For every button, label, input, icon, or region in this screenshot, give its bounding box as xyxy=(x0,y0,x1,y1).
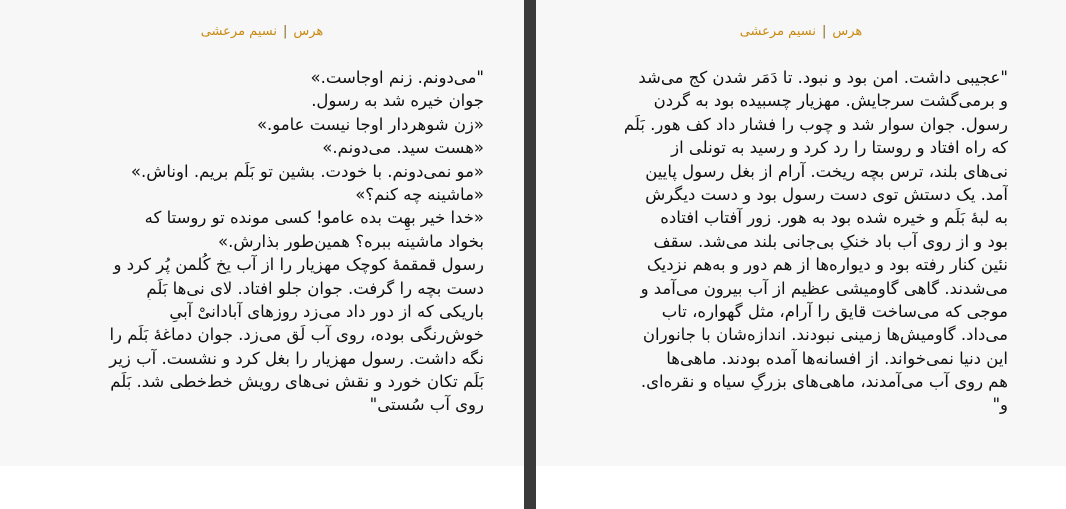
left-page xyxy=(0,0,524,466)
right-bottom-margin xyxy=(536,466,1066,509)
text-line: خوش‌رنگی بوده، روی آب لَق می‌زد. جوان دماغهٔ بَلَم را xyxy=(109,325,484,345)
page-body-text xyxy=(576,66,1008,417)
text-line: می‌شدند. گاهی گاومیشی عظیم از آب بیرون می‌آمد و xyxy=(640,278,1008,298)
text-line: نگه داشت. رسول مهزیار را بغل کرد و نشست. آب زیر xyxy=(109,348,484,368)
text-line: جوان خیره شد به رسول. xyxy=(311,91,484,111)
text-line: و" xyxy=(992,395,1008,415)
text-line: نی‌های بلند، ترس بچه ریخت. آرام از بغل رسول پایین xyxy=(645,161,1008,181)
text-line: رسول قمقمهٔ کوچک مهزیار را از آب یخ کُلمن پُر کرد و xyxy=(113,255,484,275)
text-line: این دنیا نمی‌خواند. از افسانه‌ها آمده بودند. ماهی‌ها xyxy=(666,348,1008,368)
page-header xyxy=(536,24,1066,39)
text-line: و برمی‌گشت سرجایش. مهزیار چسبیده بود به گردن xyxy=(653,91,1008,111)
text-line: هم روی آب می‌آمدند، ماهی‌های بزرگِ سیاه و نقره‌ای. xyxy=(640,372,1008,392)
text-line: «ماشینه چه کنم؟» xyxy=(355,184,484,204)
text-line: باریکی که از دور داد می‌زد روزهای آبادانیْ آبیِ xyxy=(169,301,484,321)
text-line: بَلَم تکان خورد و نقش نی‌های رویش خط‌خطی شد. بَلَم xyxy=(110,372,484,392)
text-line: بخواد ماشینه ببره؟ همین‌طور بذارش.» xyxy=(218,231,484,251)
text-line: بود و از روی آب باد خنکِ بی‌جانی بلند می‌شد. سقف xyxy=(653,231,1008,251)
text-line: دست بچه را گرفت. جوان جلو افتاد. لای نی‌ها بَلَمِ xyxy=(146,278,484,298)
text-line: می‌داد. گاومیش‌ها زمینی نبودند. اندازه‌شان با جانوران xyxy=(642,325,1008,345)
right-page xyxy=(536,0,1066,466)
text-line: که راه افتاد و روستا را رد کرد و رسید به تونلی از xyxy=(671,138,1008,158)
text-line: «هست سید. می‌دونم.» xyxy=(322,138,484,158)
page-header xyxy=(0,24,524,39)
left-bottom-margin xyxy=(0,466,524,509)
page-body-text xyxy=(30,66,484,417)
text-line: به لبهٔ بَلَم و خیره شده بود به هور. زور آفتاب افتاده xyxy=(660,208,1008,228)
book-title: هرس xyxy=(293,24,324,39)
page-divider xyxy=(524,0,536,509)
text-line: رسول. جوان سوار شد و چوب را فشار داد کف هور. بَلَم xyxy=(623,114,1008,134)
header-separator: | xyxy=(821,24,827,39)
text-line: «مو نمی‌دونم. با خودت. بشین تو بَلَم بریم. اوناش.» xyxy=(130,161,484,181)
header-separator: | xyxy=(282,24,288,39)
text-line: "عجیبی داشت. امن بود و نبود. تا دَمَر شدن کج می‌شد xyxy=(638,68,1008,87)
text-line: روی آب سُستی" xyxy=(369,395,484,415)
text-line: «خدا خیر بهِت بده عامو! کسی مونده تو روستا که xyxy=(144,208,484,228)
text-line: "می‌دونم. زنم اوجاست.» xyxy=(310,68,484,87)
text-line: آمد. یک دستش توی دست رسول بود و دست دیگرش xyxy=(645,184,1008,204)
text-line: «زن شوهردار اوجا نیست عامو.» xyxy=(256,114,484,134)
author-name: نسیم مرعشی xyxy=(739,24,816,39)
book-title: هرس xyxy=(832,24,863,39)
text-line: موجی که می‌ساخت قایق را آرام، مثل گهواره، تاب xyxy=(661,301,1008,321)
text-line: نئین کنار رفته بود و دیواره‌ها از هم دور و به‌هم نزدیک xyxy=(646,255,1008,275)
author-name: نسیم مرعشی xyxy=(200,24,277,39)
